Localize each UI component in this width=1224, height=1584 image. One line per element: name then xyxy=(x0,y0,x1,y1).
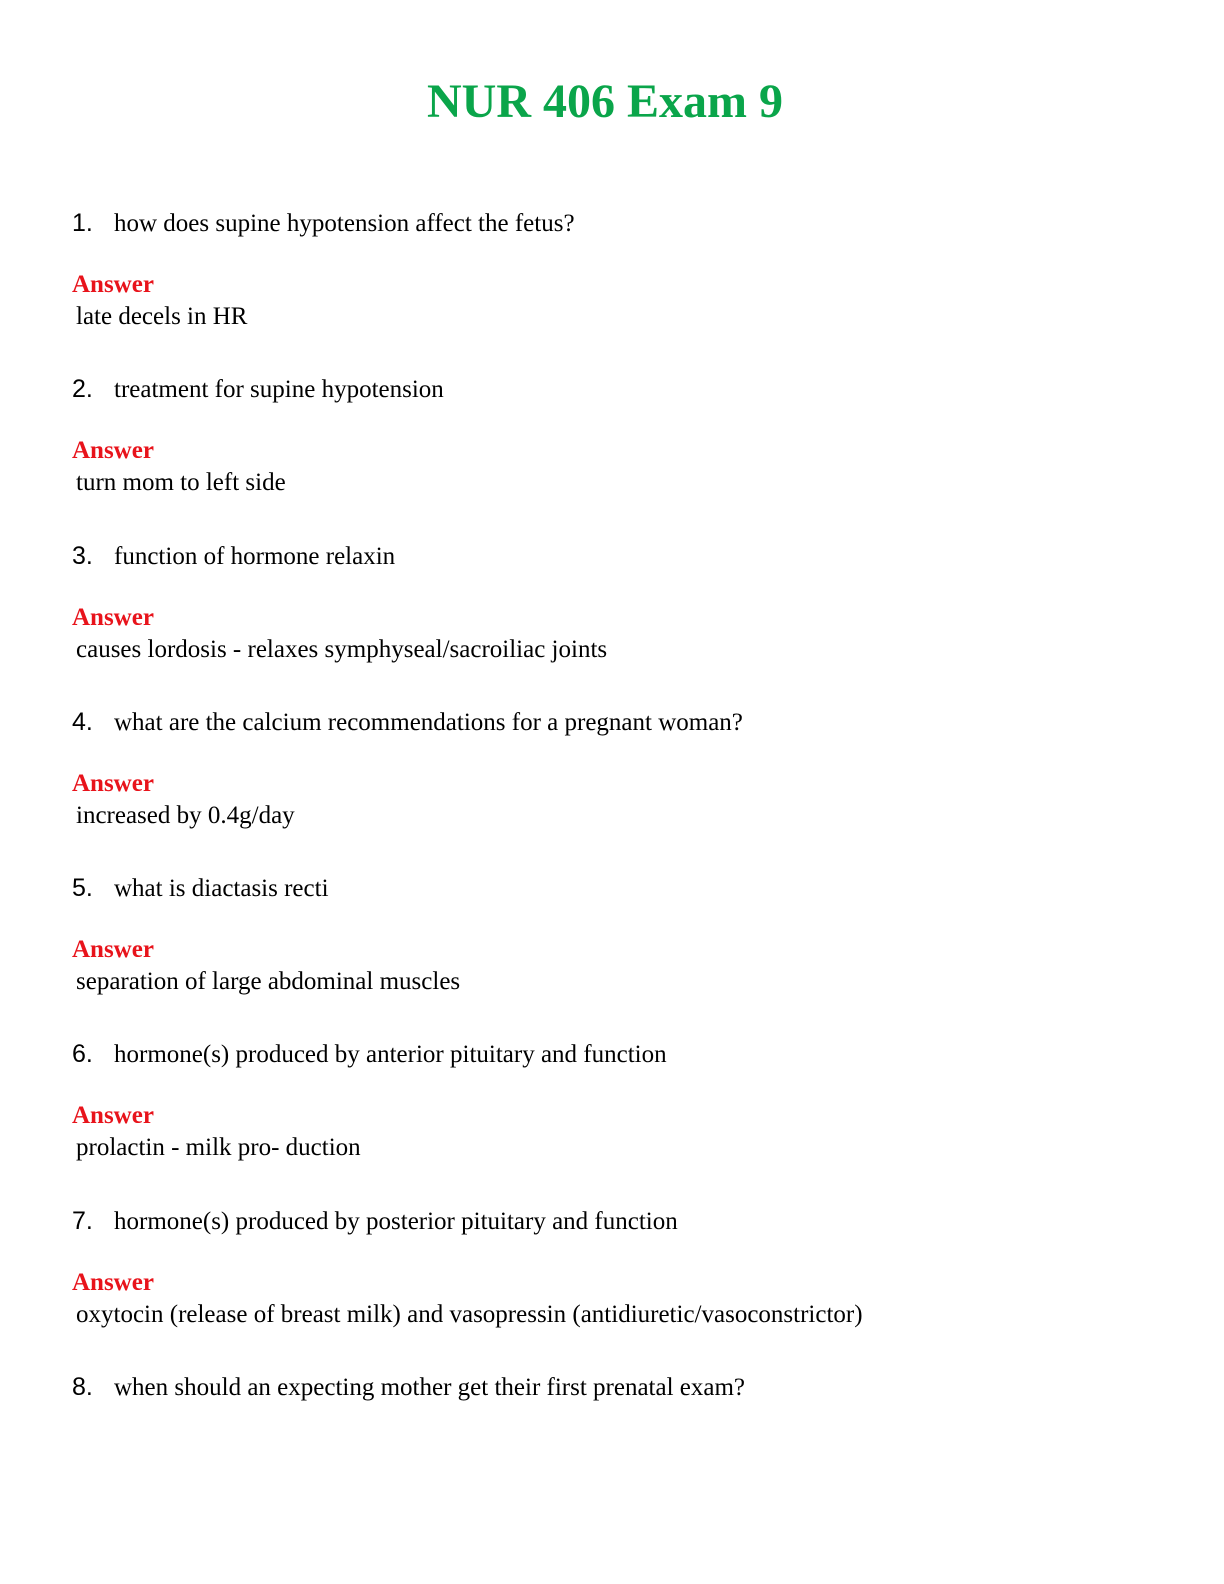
question xyxy=(72,1370,745,1405)
answer-text: increased by 0.4g/day xyxy=(76,801,295,829)
question xyxy=(72,705,743,740)
qa-item-5 xyxy=(72,865,1152,1031)
question xyxy=(72,871,329,906)
page-title: NUR 406 Exam 9 xyxy=(427,75,783,128)
answer-text: oxytocin (release of breast milk) and vasopressin (antidiuretic/vasoconstrictor) xyxy=(76,1300,863,1328)
question xyxy=(72,372,444,407)
question-number: 8. xyxy=(72,1373,93,1402)
question-number: 7. xyxy=(72,1206,93,1235)
question xyxy=(72,206,575,241)
answer-label: Answer xyxy=(72,936,154,964)
answer-text: causes lordosis - relaxes symphyseal/sacroiliac joints xyxy=(76,635,608,663)
qa-item-3 xyxy=(72,533,1152,699)
question-text: what is diactasis recti xyxy=(114,875,329,903)
question-text: hormone(s) produced by anterior pituitary and function xyxy=(114,1041,667,1069)
question-text: hormone(s) produced by posterior pituitary and function xyxy=(114,1207,678,1235)
question-number: 3. xyxy=(72,541,93,570)
qa-item-1 xyxy=(72,200,1152,366)
question-number: 5. xyxy=(72,874,93,903)
qa-item-6 xyxy=(72,1031,1152,1197)
answer-text: turn mom to left side xyxy=(76,469,286,497)
question-text: function of hormone relaxin xyxy=(114,542,396,570)
qa-item-4 xyxy=(72,699,1152,865)
answer-label: Answer xyxy=(72,271,154,298)
answer-label: Answer xyxy=(72,769,154,797)
question-text: when should an expecting mother get their first prenatal exam? xyxy=(114,1374,746,1402)
question xyxy=(72,539,395,574)
question-number: 1. xyxy=(72,209,93,237)
answer-label: Answer xyxy=(72,603,154,631)
qa-item-8 xyxy=(72,1364,1152,1530)
question-number: 6. xyxy=(72,1040,93,1069)
answer-label: Answer xyxy=(72,1102,154,1130)
question-text: treatment for supine hypotension xyxy=(114,376,444,404)
answer-text: separation of large abdominal muscles xyxy=(76,968,461,996)
qa-item-7 xyxy=(72,1198,1152,1364)
question-number: 2. xyxy=(72,375,93,404)
question xyxy=(72,1204,678,1239)
qa-item-2 xyxy=(72,366,1152,532)
answer-text: late decels in HR xyxy=(76,303,248,330)
question-text: how does supine hypotension affect the fetus? xyxy=(114,210,575,237)
question-text: what are the calcium recommendations for a pregnant woman? xyxy=(114,708,743,736)
answer-label: Answer xyxy=(72,437,154,465)
answer-text: prolactin - milk pro- duction xyxy=(76,1134,361,1162)
qa-list xyxy=(72,200,1152,1530)
question-number: 4. xyxy=(72,707,93,736)
question xyxy=(72,1037,667,1072)
answer-label: Answer xyxy=(72,1268,154,1296)
